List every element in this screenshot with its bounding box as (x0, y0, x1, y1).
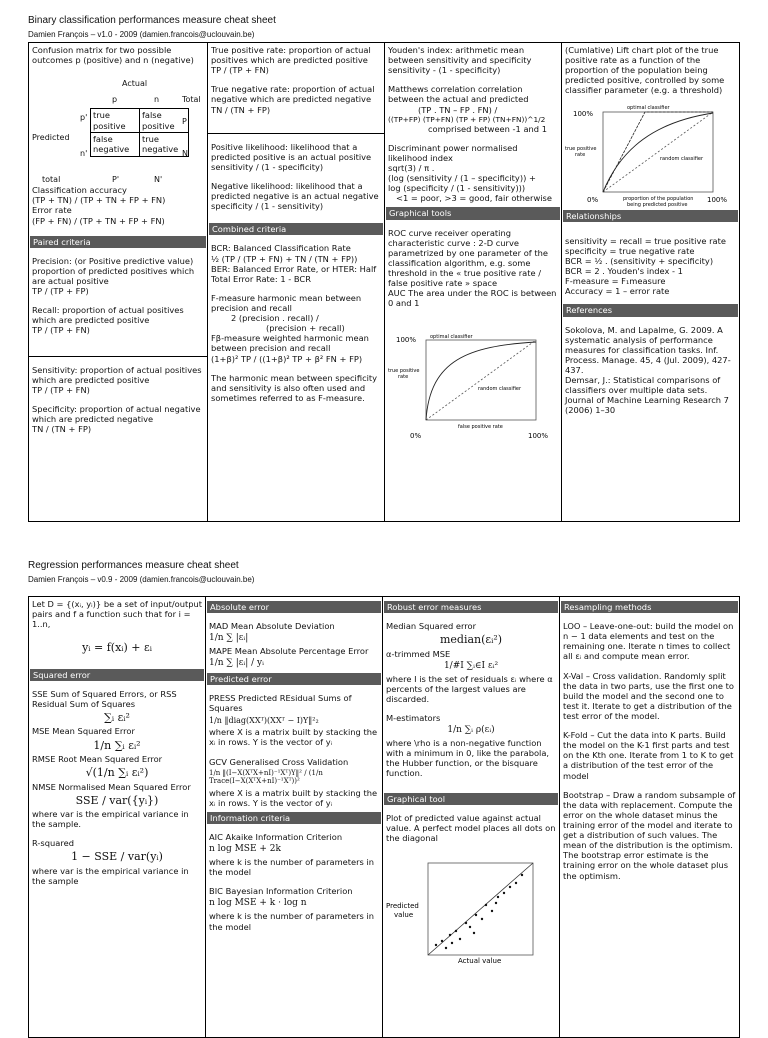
roc-x1: 100% (528, 432, 549, 441)
nlr-formula: specificity / (1 - sensitivity) (211, 201, 324, 212)
relationships-header: Relationships (563, 210, 738, 222)
dp-text: Discriminant power normalised likelihood index (388, 142, 518, 163)
scatter-ylabel-1: Predicted (386, 901, 419, 910)
press-note: where X is a matrix built by stacking the xᵢ in rows. Y is the vector of yᵢ (209, 727, 378, 748)
lift-chart (565, 98, 735, 210)
predicted-error-header: Predicted error (207, 673, 381, 685)
mcc-formula-1: (TP . TN – FP . FN) / (418, 104, 498, 115)
sheet2-col1 (29, 597, 206, 1037)
divider (29, 356, 207, 357)
r2-note: where var is the empirical variance in the sample (32, 865, 189, 886)
aic-formula: n log MSE + 2k (209, 844, 281, 855)
mse-formula: 1/n ∑ᵢ εᵢ² (93, 738, 141, 752)
cm-p: p (112, 95, 118, 105)
cm-intro: Confusion matrix for two possible outcomes p (positive) and n (negative) (32, 45, 194, 66)
roc-ylabel-2: rate (398, 374, 409, 381)
references-header: References (563, 304, 738, 316)
cm-predicted: Predicted (32, 133, 70, 143)
fmeasure-text: F-measure harmonic mean between precision and recall (211, 292, 362, 313)
fmeasure-note: The harmonic mean between specificity and sensitivity is also often used and sometimes referred to as F-measure. (211, 372, 378, 403)
m-estimators-note: where \rho is a non-negative function with a minimum in 0, like the parabola, the Hubber function, or the bisquare function. (386, 738, 550, 779)
lift-optimal-label: optimal classifier (627, 104, 670, 111)
loo-text: LOO – Leave-one-out: build the model on n − 1 data elements and test on the remaining one. Iterate n times to collect all εᵢ and compute mean error. (563, 621, 734, 662)
sse-text: SSE Sum of Squared Errors, or RSS Residual Sum of Squares (32, 688, 177, 709)
cm-fn: false negative (91, 132, 140, 156)
accuracy-formula: (TP + TN) / (TP + TN + FP + FN) (32, 195, 166, 206)
gcv-note: where X is a matrix built by stacking the xᵢ in rows. Y is the vector of yᵢ (209, 787, 378, 808)
sheet1-col3 (385, 43, 562, 521)
bcr-text: BCR: Balanced Classification Rate (211, 243, 351, 254)
precision-formula: TP / (TP + FP) (32, 286, 89, 297)
press-formula: 1/n ‖diag(XXᵀ)(XXᵀ − I)Y‖²₂ (209, 715, 319, 725)
sensitivity-formula: TP / (TP + FN) (32, 384, 90, 395)
sheet2-col4 (560, 597, 739, 1037)
nmse-formula: SSE / var({yᵢ}) (75, 793, 159, 807)
error-rate-label: Error rate (32, 205, 72, 216)
fmeasure-formula-2: (precision + recall) (266, 323, 345, 334)
sensitivity-text: Sensitivity: proportion of actual positives which are predicted positive (32, 364, 202, 385)
absolute-error-header: Absolute error (207, 601, 381, 613)
youden-formula: sensitivity - (1 - specificity) (388, 65, 501, 76)
mad-text: MAD Mean Absolute Deviation (209, 621, 335, 632)
roc-chart (388, 330, 558, 442)
press-text: PRESS Predicted REsidual Sums of Squares (209, 693, 352, 714)
median-text: Median Squared error (386, 621, 477, 632)
bcr-formula: ½ (TP / (TP + FN) + TN / (TN + FP)) (211, 253, 358, 264)
xval-text: X-Val – Cross validation. Randomly split the data in two parts, use the first one to build the model and the second one to test it. Iterate to get a distribution of the test error of the model. (563, 670, 734, 721)
relationship-3: BCR = ½ . (sensitivity + specificity) (565, 255, 714, 266)
reference-2: Demsar, J.: Statistical comparisons of classifiers over multiple data sets. Journal of Machine Learning Research 7 (2006) 1–30 (565, 375, 729, 416)
cm-fp: false positive (140, 109, 189, 133)
sheet1-title: Binary classification performances measure cheat sheet (28, 15, 276, 26)
sheet2-grid (28, 596, 740, 1038)
roc-x0: 0% (410, 432, 422, 441)
scatter-plot (386, 853, 556, 963)
roc-text: ROC curve receiver operating characteristic curve : 2-D curve parametrized by one parameter of the classification algorithm, e.g. some threshold in the « true positive rate / false positive rate » space (388, 227, 548, 289)
sse-formula: ∑ᵢ εᵢ² (104, 711, 130, 725)
resampling-header: Resampling methods (561, 601, 738, 613)
cm-total-row: total (42, 175, 61, 185)
accuracy-label: Classification accuracy (32, 185, 127, 196)
lift-x1: 100% (707, 195, 728, 204)
lift-text: (Cumlative) Lift chart plot of the true positive rate as a function of the proportion of the population being predicted positive, controlled by some classifier parameter (e.g. a threshold) (565, 45, 725, 96)
recall-formula: TP / (TP + FN) (32, 325, 90, 336)
relationship-6: Accuracy = 1 – error rate (565, 286, 670, 297)
graphical-tool-text: Plot of predicted value against actual value. A perfect model places all dots on the diagonal (386, 812, 556, 843)
mape-text: MAPE Mean Absolute Percentage Error (209, 646, 369, 657)
model-formula: yᵢ = f(xᵢ) + εᵢ (82, 641, 152, 655)
squared-error-header: Squared error (30, 669, 204, 681)
dp-formula-4: <1 = poor, >3 = good, fair otherwise (396, 193, 552, 204)
mape-formula: 1/n ∑ |εᵢ| / yᵢ (209, 658, 264, 669)
roc-ylabel-1: true positive (388, 368, 420, 375)
error-rate-formula: (FP + FN) / (TP + TN + FP + FN) (32, 215, 165, 226)
median-formula: median(εᵢ²) (439, 633, 503, 647)
kfold-text: K-Fold – Cut the data into K parts. Build the model on the K-1 first parts and test on the Kth one. Iterate from 1 to K to get a distribution of the test error of the model (563, 730, 734, 781)
tpr-text: True positive rate: proportion of actual positives which are predicted positive (211, 45, 371, 66)
graphical-tool-header: Graphical tool (384, 793, 558, 805)
cm-n: n (154, 95, 160, 105)
regression-intro: Let D = {(xᵢ, yᵢ)} be a set of input/output pairs and f a function such that for i = 1..n, (32, 599, 203, 630)
lift-ylabel-2: rate (575, 151, 586, 158)
cm-actual: Actual (122, 79, 148, 89)
r2-formula: 1 − SSE / var(yᵢ) (71, 850, 163, 864)
auc-text: AUC The area under the ROC is between 0 and 1 (388, 288, 557, 309)
relationship-5: F-measure = F₁measure (565, 276, 666, 287)
bic-formula: n log MSE + k · log n (209, 898, 307, 909)
cm-total: Total (182, 95, 201, 105)
specificity-formula: TN / (TN + FP) (32, 424, 92, 435)
roc-xlabel: false positive rate (458, 424, 503, 431)
roc-top-label: 100% (396, 336, 417, 345)
sheet1-grid (28, 42, 740, 522)
lift-x0: 0% (587, 195, 599, 204)
m-estimators-formula: 1/n ∑ᵢ ρ(εᵢ) (447, 725, 495, 736)
cm-pp: p' (80, 113, 88, 123)
fbeta-text: Fβ-measure weighted harmonic mean between precision and recall (211, 333, 369, 354)
youden-text: Youden's index: arithmetic mean between sensitivity and specificity (388, 45, 532, 66)
sheet2-title: Regression performances measure cheat sheet (28, 560, 239, 571)
lift-xlabel-1: proportion of the population (623, 195, 694, 202)
dp-formula-1: sqrt(3) / π . (388, 163, 435, 174)
cm-Pp: P' (112, 175, 120, 185)
combined-criteria-header: Combined criteria (209, 223, 383, 235)
sheet2-subtitle: Damien François – v0.9 - 2009 (damien.francois@uclouvain.be) (28, 575, 255, 584)
tpr-formula: TP / (TP + FN) (211, 65, 269, 76)
robust-error-header: Robust error measures (384, 601, 558, 613)
ber-text: BER: Balanced Error Rate, or HTER: Half Total Error Rate: 1 - BCR (211, 263, 377, 284)
dp-formula-3: log (specificity / (1 - sensitivity))) (388, 183, 526, 194)
nmse-text: NMSE Normalised Mean Squared Error (32, 781, 191, 792)
mcc-text: Matthews correlation correlation between the actual and predicted (388, 84, 529, 105)
bic-note: where k is the number of parameters in the model (209, 911, 375, 932)
plr-formula: sensitivity / (1 - specificity) (211, 161, 324, 172)
recall-text: Recall: proportion of actual positives which are predicted positive (32, 305, 184, 326)
lift-ylabel-1: true positive (565, 145, 597, 152)
rmse-formula: √(1/n ∑ᵢ εᵢ²) (85, 766, 149, 780)
divider (208, 133, 384, 134)
tnr-text: True negative rate: proportion of actual negative which are predicted negative (211, 84, 375, 105)
cm-table (90, 108, 189, 156)
information-criteria-header: Information criteria (207, 812, 381, 824)
paired-criteria-header: Paired criteria (30, 236, 206, 248)
cm-nn: n' (80, 149, 88, 159)
m-estimators-text: M-estimators (386, 713, 441, 724)
reference-1: Sokolova, M. and Lapalme, G. 2009. A systematic analysis of performance measures for classification tasks. Inf. Process. Manage. 45, 4 (Jul. 2009), 427-437. (565, 324, 731, 375)
gcv-text: GCV Generalised Cross Validation (209, 756, 349, 767)
cm-tn: true negative (140, 132, 189, 156)
alpha-text: α-trimmed MSE (386, 648, 451, 659)
relationship-4: BCR = 2 . Youden's index - 1 (565, 266, 683, 277)
r2-text: R-squared (32, 838, 74, 849)
mad-formula: 1/n ∑ |εᵢ| (209, 633, 249, 644)
mse-text: MSE Mean Squared Error (32, 726, 135, 737)
sheet2-col2 (206, 597, 383, 1037)
confusion-matrix (32, 65, 204, 185)
nlr-text: Negative likelihood: likelihood that a predicted negative is an actual negative (211, 180, 379, 202)
scatter-ylabel-2: value (394, 910, 414, 919)
lift-random-line (603, 112, 713, 192)
alpha-note: where I is the set of residuals εᵢ where α percents of the largest values are discarded. (386, 673, 553, 704)
relationship-1: sensitivity = recall = true positive rate (565, 235, 726, 246)
gcv-formula: 1/n ‖(I−X(XᵀX+nI)⁻¹Xᵀ)Y‖² / (1/n Trace(I−X(XᵀX+nI)⁻¹Xᵀ))² (209, 768, 323, 786)
roc-random-label: random classifier (478, 386, 522, 393)
fbeta-formula: (1+β)² TP / ((1+β)² TP + β² FN + FP) (211, 353, 363, 364)
sheet1-subtitle: Damien François – v1.0 - 2009 (damien.francois@uclouvain.be) (28, 30, 255, 39)
mcc-formula-2: ((TP+FP) (TP+FN) (TP + FP) (TN+FN))^1/2 (388, 114, 546, 124)
graphical-tools-header: Graphical tools (386, 207, 560, 219)
scatter-xlabel: Actual value (458, 956, 502, 963)
cm-tp: true positive (91, 109, 140, 133)
bic-text: BIC Bayesian Information Criterion (209, 886, 353, 897)
cm-N: N (182, 149, 188, 159)
precision-text: Precision: (or Positive predictive value) proportion of predicted positives which are actual positive (32, 255, 195, 286)
roc-optimal-label: optimal classifier (430, 334, 473, 341)
cm-P: P (182, 117, 187, 127)
sheet1-col4 (562, 43, 739, 521)
bootstrap-text: Bootstrap – Draw a random subsample of the data with replacement. Compute the error on the whole dataset minus the training error of the model and iterate to get a distribution of such values. The mean of the distribution is the optimism. The bootstrap error estimate is the training error on the whole dataset plus the optimism. (563, 789, 736, 881)
scatter-diagonal (428, 863, 533, 955)
aic-note: where k is the number of parameters in the model (209, 857, 375, 878)
lift-top-label: 100% (573, 109, 594, 118)
roc-random-line (426, 340, 536, 420)
plr-text: Positive likelihood: likelihood that a predicted positive is an actual positive (211, 141, 372, 162)
lift-random-label: random classifier (660, 155, 704, 162)
cm-Np: N' (154, 175, 163, 185)
nmse-note: where var is the empirical variance in the sample. (32, 809, 189, 830)
lift-xlabel-2: being predicted positive (627, 201, 688, 208)
dp-formula-2: (log (sensitivity / (1 – specificity)) + (388, 173, 536, 184)
mcc-range: comprised between -1 and 1 (428, 123, 547, 134)
rmse-text: RMSE Root Mean Squared Error (32, 753, 163, 764)
sheet1-col1 (29, 43, 208, 521)
fmeasure-formula-1: 2 (precision . recall) / (231, 313, 319, 324)
aic-text: AIC Akaike Information Criterion (209, 832, 343, 843)
alpha-formula: 1/#I ∑ᵢ∈I εᵢ² (443, 660, 499, 671)
tnr-formula: TN / (TN + FP) (211, 104, 271, 115)
sheet1-col2 (208, 43, 385, 521)
relationship-2: specificity = true negative rate (565, 245, 695, 256)
specificity-text: Specificity: proportion of actual negative which are predicted negative (32, 403, 201, 424)
sheet2-col3 (383, 597, 560, 1037)
